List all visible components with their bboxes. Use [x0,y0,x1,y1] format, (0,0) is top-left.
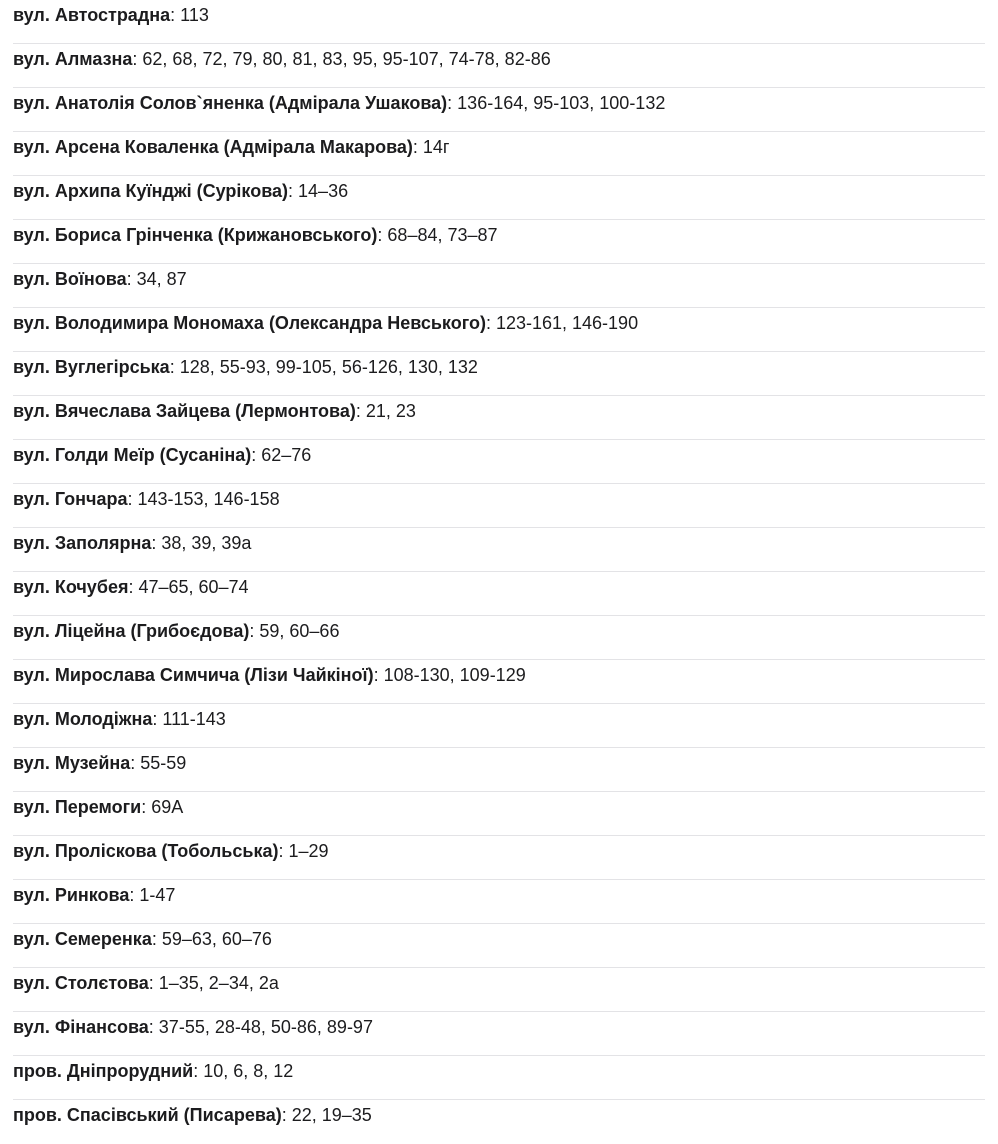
street-name: пров. Спасівський (Писарева) [13,1105,282,1125]
street-name: вул. Семеренка [13,929,152,949]
street-row [13,1056,985,1100]
street-row [13,968,985,1012]
street-name: вул. Молодіжна [13,709,153,729]
street-row [13,264,985,308]
street-numbers: : 14г [412,137,450,157]
street-row [13,528,985,572]
street-row [13,572,985,616]
street-name: вул. Анатолія Солов`яненка (Адмірала Ушакова) [13,93,448,113]
street-row [13,792,985,836]
street-row [13,704,985,748]
street-numbers: : 14–36 [288,181,349,201]
street-numbers: : 22, 19–35 [281,1105,372,1125]
street-numbers: : 55-59 [130,753,187,773]
street-numbers: : 59–63, 60–76 [151,929,272,949]
street-name: вул. Столєтова [13,973,149,993]
street-name: вул. Бориса Грінченка (Крижановського) [13,225,378,245]
street-numbers: : 68–84, 73–87 [377,225,498,245]
street-numbers: : 69А [141,797,184,817]
street-row [13,308,985,352]
street-numbers: : 62, 68, 72, 79, 80, 81, 83, 95, 95-107, 74-78, 82-86 [132,49,551,69]
street-numbers: : 1-47 [129,885,176,905]
street-numbers: : 108-130, 109-129 [373,665,526,685]
street-name: вул. Заполярна [13,533,152,553]
street-row [13,484,985,528]
street-row [13,176,985,220]
street-name: вул. Вячеслава Зайцева (Лермонтова) [13,401,356,421]
street-name: вул. Мирослава Симчича (Лізи Чайкіної) [13,665,374,685]
street-row [13,924,985,968]
street-name: вул. Кочубея [13,577,129,597]
street-numbers: : 1–35, 2–34, 2а [148,973,279,993]
street-numbers: : 113 [170,5,209,25]
street-row [13,660,985,704]
street-name: вул. Воїнова [13,269,127,289]
street-numbers: : 1–29 [278,841,329,861]
street-row [13,440,985,484]
street-numbers: : 34, 87 [126,269,187,289]
street-row [13,132,985,176]
street-name: вул. Перемоги [13,797,142,817]
street-row [13,0,985,44]
street-name: вул. Пролiскова (Тобольська) [13,841,279,861]
street-numbers: : 59, 60–66 [249,621,340,641]
street-row [13,352,985,396]
street-numbers: : 136-164, 95-103, 100-132 [447,93,666,113]
street-name: вул. Музейна [13,753,131,773]
street-row [13,748,985,792]
street-numbers: : 62–76 [251,445,312,465]
street-row [13,44,985,88]
street-name: вул. Автострадна [13,5,171,25]
street-numbers: : 38, 39, 39а [151,533,252,553]
street-row [13,836,985,880]
street-name: вул. Гончара [13,489,128,509]
street-numbers: : 47–65, 60–74 [128,577,249,597]
street-numbers: : 111-143 [152,709,226,729]
street-numbers: : 128, 55-93, 99-105, 56-126, 130, 132 [169,357,478,377]
street-numbers: : 143-153, 146-158 [127,489,280,509]
street-row [13,1012,985,1056]
street-name: вул. Володимира Мономаха (Олександра Невського) [13,313,486,333]
street-name: вул. Фінансова [13,1017,149,1037]
street-row [13,220,985,264]
street-row [13,880,985,924]
street-row [13,1100,985,1144]
street-row [13,396,985,440]
street-name: вул. Вуглегірська [13,357,170,377]
street-row [13,88,985,132]
street-name: вул. Голди Меїр (Сусаніна) [13,445,252,465]
street-name: пров. Дніпрорудний [13,1061,194,1081]
street-name: вул. Алмазна [13,49,133,69]
street-numbers: : 123-161, 146-190 [485,313,639,333]
street-name: вул. Арсена Коваленка (Адмірала Макарова) [13,137,413,157]
street-numbers: : 10, 6, 8, 12 [193,1061,294,1081]
street-row [13,616,985,660]
street-name: вул. Ліцейна (Грибоєдова) [13,621,250,641]
street-name: вул. Ринкова [13,885,130,905]
street-name: вул. Архипа Куїнджі (Сурікова) [13,181,289,201]
street-numbers: : 21, 23 [355,401,416,421]
street-numbers: : 37-55, 28-48, 50-86, 89-97 [148,1017,373,1037]
